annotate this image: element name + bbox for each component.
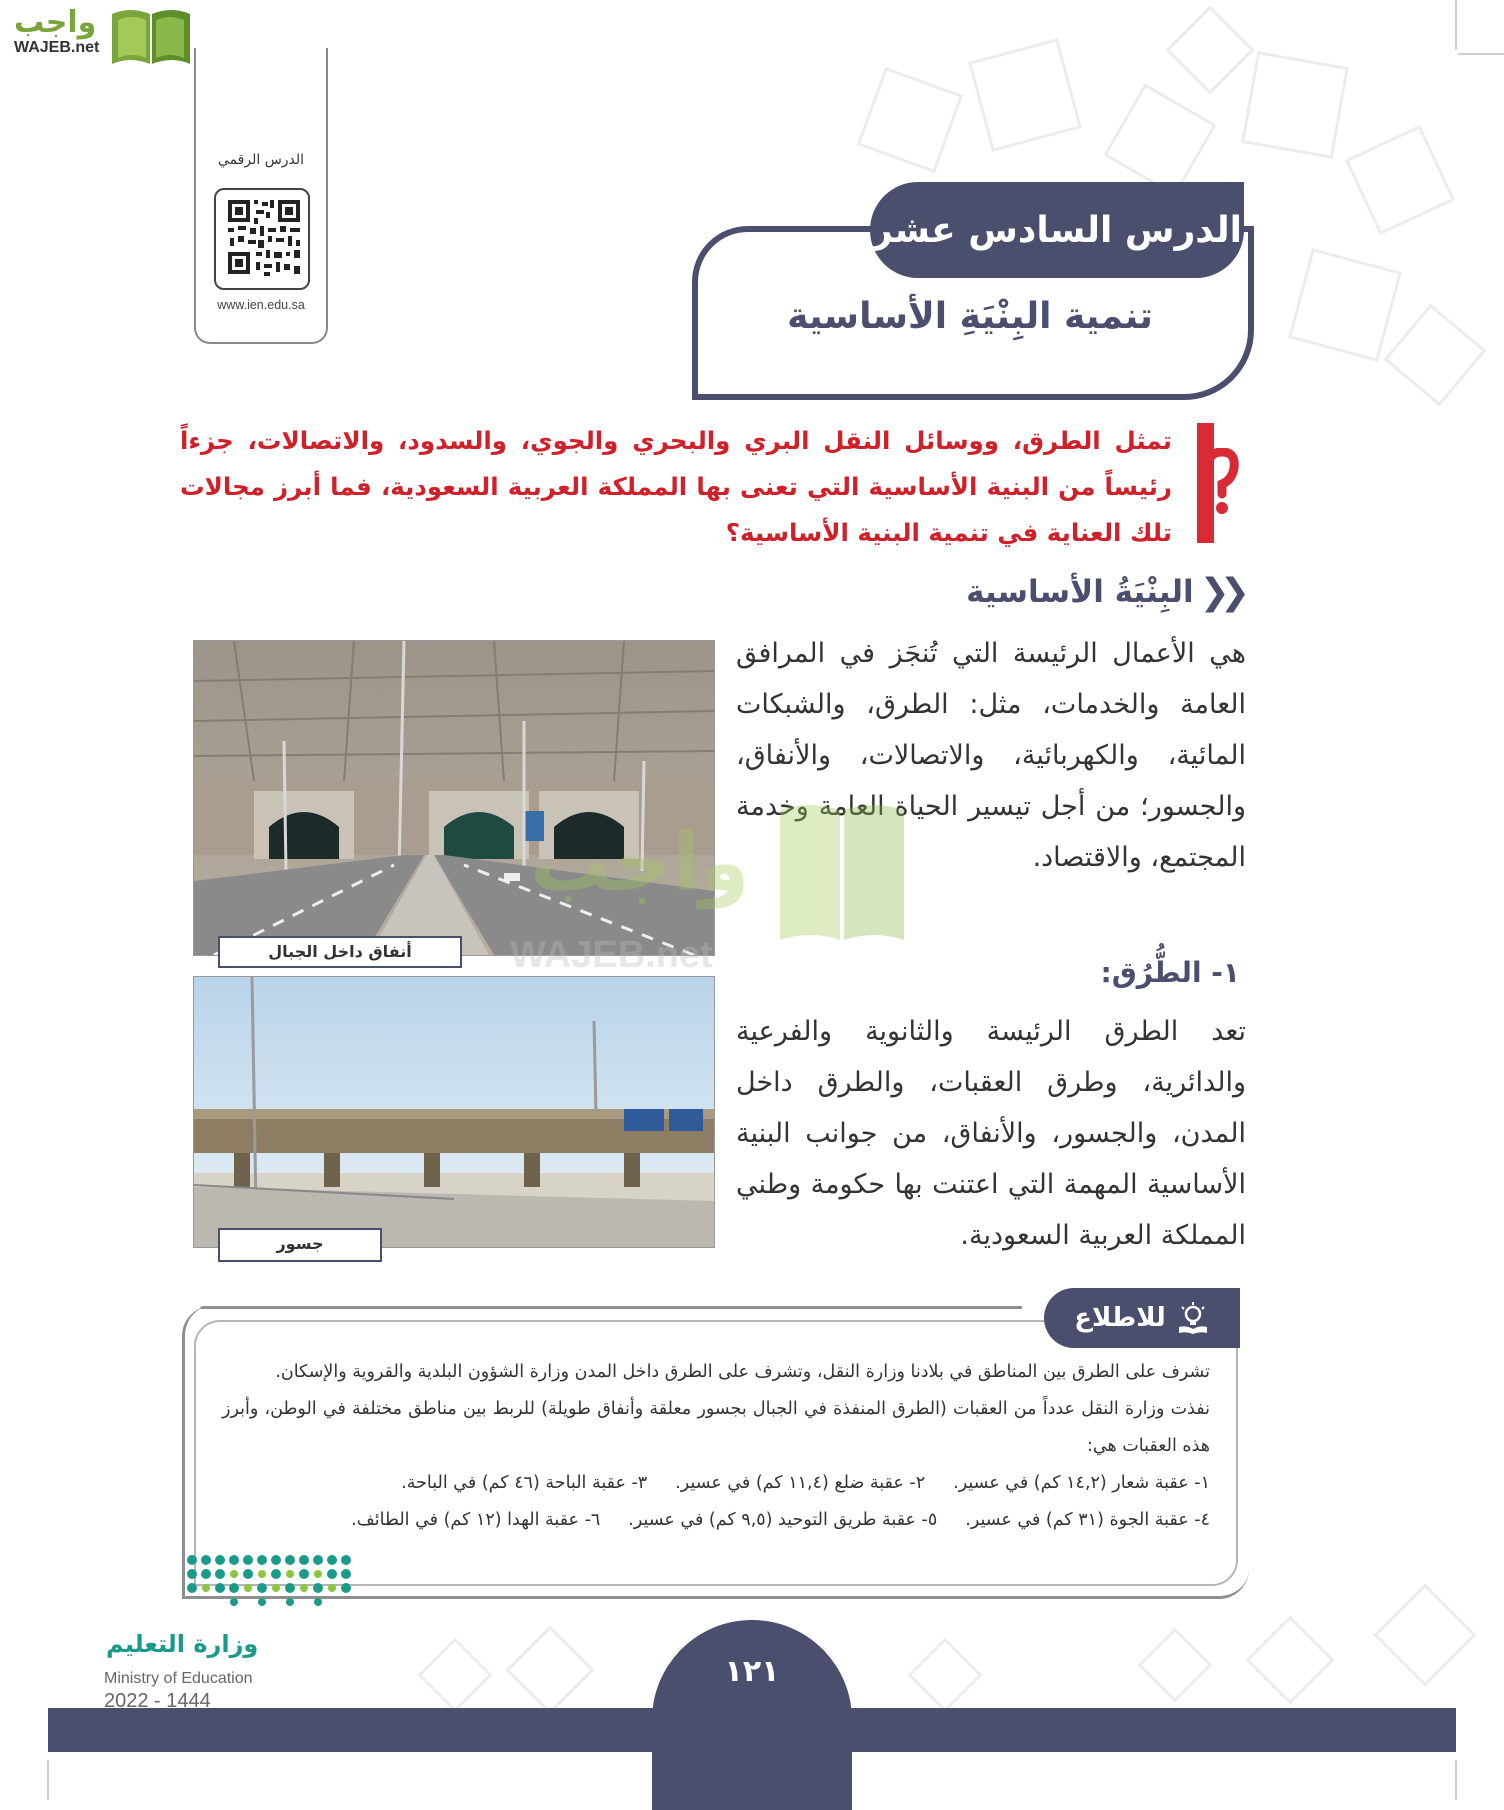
pass-item: ٥- عقبة طريق التوحيد (٩,٥ كم) في عسير. [628,1510,938,1530]
section-heading-text: البِنْيَةُ الأساسية [966,574,1194,610]
pass-item: ٦- عقبة الهدا (١٢ كم) في الطائف. [351,1510,601,1530]
lesson-number-banner [870,182,1244,278]
passes-row-1 [222,1465,1210,1502]
info-box-tab [1044,1288,1240,1348]
logo-latin: WAJEB.net [14,39,100,56]
pass-item: ١- عقبة شعار (١٤,٢ كم) في عسير. [953,1473,1210,1493]
tunnels-photo [193,640,715,956]
roads-paragraph: تعد الطرق الرئيسة والثانوية والفرعية والدائرية، وطرق العقبات، والطرق داخل المدن، والجسور، والأنفاق، من جوانب البنية الأساسية المهمة التي اعتنت بها حكومة وطني المملكة العربية السعودية. [736,1016,1246,1251]
roads-heading: ١- الطُّرُق: [1100,956,1240,989]
passes-row-2 [222,1502,1210,1539]
digital-lesson-label: الدرس الرقمي [217,152,305,168]
digital-lesson-box [194,48,328,344]
section-heading [940,566,1240,618]
digital-lesson-url[interactable]: www.ien.edu.sa [217,298,305,312]
bridge-caption: جسور [218,1228,382,1262]
question-mark-icon [1200,448,1240,518]
page-number: ١٢١ [724,1654,780,1689]
info-line-2: نفذت وزارة النقل عدداً من العقبات (الطرق المنفذة في الجبال بجسور معلقة وأنفاق طويلة) للربط بين مناطق مختلفة في الوطن، وأبرز هذه العقبات هي: [222,1399,1210,1456]
infrastructure-definition: هي الأعمال الرئيسة التي تُنجَز في المرافق العامة والخدمات، مثل: الطرق، والشبكات المائية، والكهربائية، والاتصالات، والأنفاق، والجسور؛ من أجل تيسير الحياة العامة وخدمة المجتمع، والاقتصاد. [736,638,1246,873]
info-box-text [222,1354,1210,1539]
watermark-latin: WAJEB.net [510,934,713,976]
info-line-1: تشرف على الطرق بين المناطق في بلادنا وزارة النقل، وتشرف على الطرق داخل المدن وزارة الشؤون البلدية والقروية والإسكان. [275,1362,1210,1382]
pass-item: ٤- عقبة الجوة (٣١ كم) في عسير. [965,1510,1210,1530]
ministry-name-english: Ministry of Education [104,1670,253,1687]
wajeb-logo[interactable] [8,6,193,66]
pass-item: ٣- عقبة الباحة (٤٦ كم) في الباحة. [401,1473,648,1493]
page-number-badge [652,1620,852,1810]
qr-code[interactable] [214,188,310,290]
info-tab-label: للاطلاع [1074,1303,1166,1333]
ministry-year: 2022 - 1444 [104,1690,211,1712]
ministry-logo [100,1536,360,1716]
lightbulb-book-icon [1176,1301,1210,1335]
lesson-title: تنمية البِنْيَةِ الأساسية [787,296,1153,337]
bridge-photo [193,976,715,1248]
info-box-top-line [200,1306,1022,1309]
svg-text:واجب: واجب [530,816,750,909]
tunnels-caption: أنفاق داخل الجبال [218,936,462,968]
qr-code-icon [220,190,308,284]
double-chevron-icon: ❮❮ [1199,571,1240,613]
lesson-number-label: الدرس السادس عشر [872,209,1242,251]
ministry-dots-icon [100,1536,360,1616]
pass-item: ٢- عقبة ضلع (١١,٤ كم) في عسير. [675,1473,926,1493]
ministry-name-arabic: وزارة التعليم [106,1630,259,1658]
intro-question: تمثل الطرق، ووسائل النقل البري والبحري والجوي، والسدود، والاتصالات، جزءاً رئيساً من البنية الأساسية التي تعنى بها المملكة العربية السعودية، فما أبرز مجالات تلك العناية في تنمية البنية الأساسية؟ [180,426,1172,547]
logo-arabic: واجب [14,5,97,40]
book-icon [108,6,194,66]
